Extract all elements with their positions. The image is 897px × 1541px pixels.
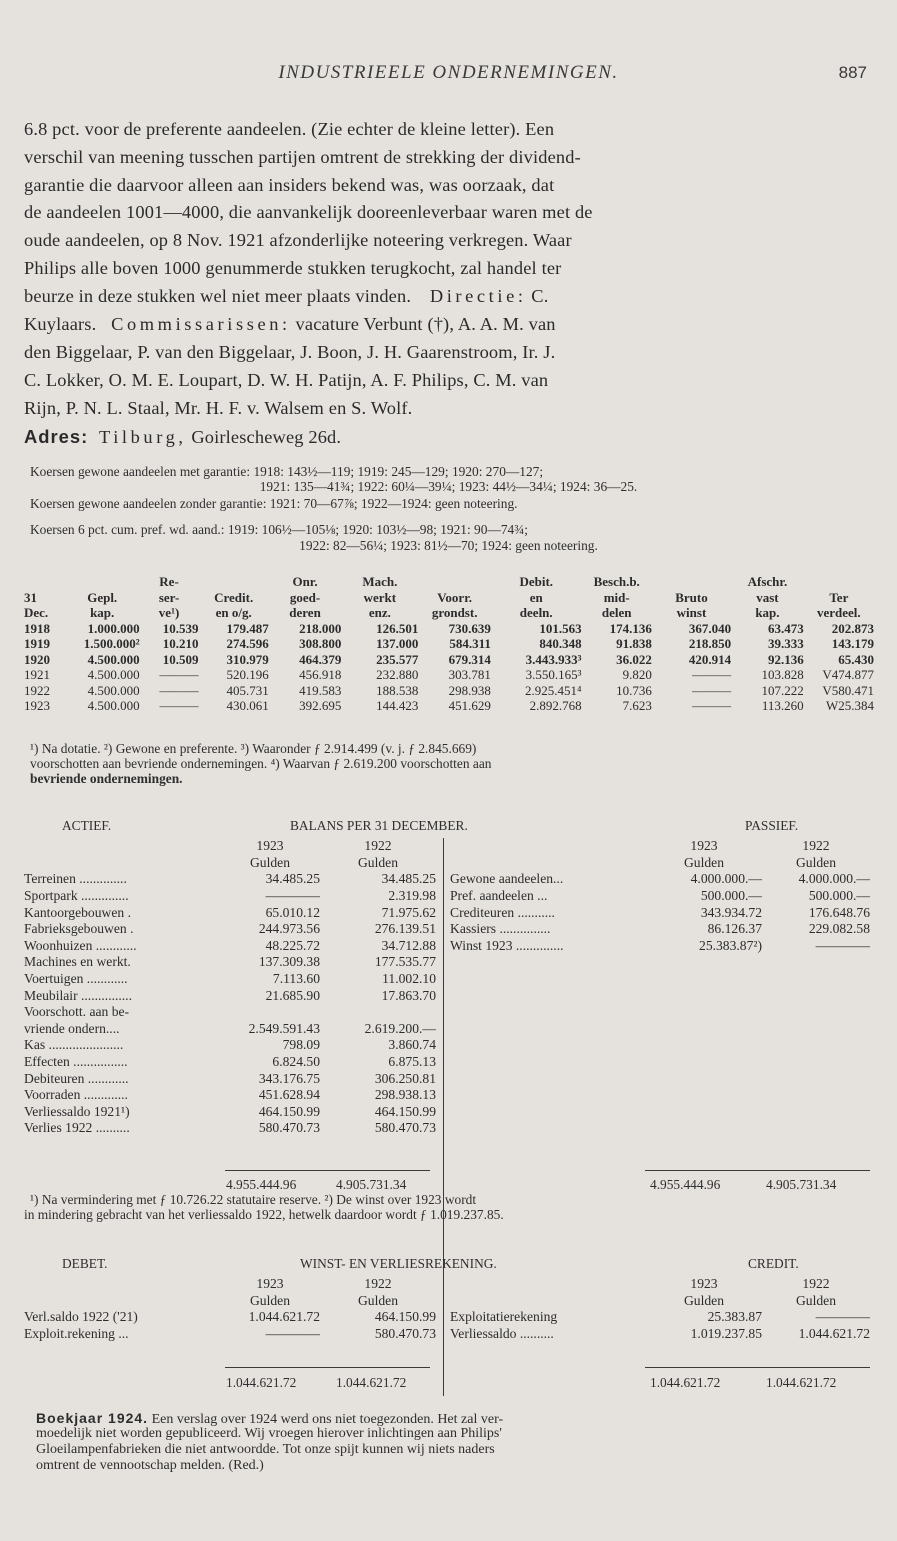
actief-value-1922: 34.712.88 xyxy=(381,937,436,953)
table-cell: 274.596 xyxy=(226,636,269,652)
credit-label: Verliessaldo .......... xyxy=(450,1326,554,1342)
actief-label: Sportpark .............. xyxy=(24,888,129,904)
multi-year-header-cell xyxy=(804,574,874,590)
table-cell: ——— xyxy=(692,698,732,714)
multi-year-header-cell: Gepl. xyxy=(87,589,118,605)
passief-label: Pref. aandeelen ... xyxy=(450,888,548,904)
table-cell: 584.311 xyxy=(449,636,491,652)
actief-value-1923: 48.225.72 xyxy=(265,937,320,953)
multi-year-header-cell: en o/g. xyxy=(215,605,252,621)
passief-label: Gewone aandeelen... xyxy=(450,871,564,887)
table-cell: 101.563 xyxy=(539,620,582,636)
passief-value-1923: 500.000.— xyxy=(700,888,762,904)
table-cell: V474.877 xyxy=(822,667,874,683)
debet-row xyxy=(24,1309,436,1326)
table-cell: 91.838 xyxy=(616,636,652,652)
actief-label: Terreinen .............. xyxy=(24,871,127,887)
balans-passief-currency-2: Gulden xyxy=(795,854,837,870)
actief-value-1922: 2.619.200.— xyxy=(364,1020,436,1036)
actief-value-1922: 6.875.13 xyxy=(388,1054,436,1070)
actief-value-1923: 798.09 xyxy=(282,1037,320,1053)
winst-credit-table xyxy=(450,1276,870,1342)
table-row xyxy=(24,667,874,683)
multi-year-header-cell: verdeel. xyxy=(817,605,861,621)
balans-footnote-2: in mindering gebracht van het verliessaldo 1922, hetwelk daardoor wordt ƒ 1.019.237.85. xyxy=(24,1207,504,1222)
passief-value-1922: 229.082.58 xyxy=(808,921,870,937)
multi-year-header-cell xyxy=(24,574,65,590)
balans-actief-currency-1: Gulden xyxy=(249,854,291,870)
directie-label: Directie: xyxy=(429,286,527,306)
table-cell: 9.820 xyxy=(622,667,652,683)
actief-value-1923: 2.549.591.43 xyxy=(248,1020,320,1036)
actief-label: Voorschott. aan be- xyxy=(24,1004,130,1020)
credit-total-1923: 1.044.621.72 xyxy=(650,1375,721,1390)
table-cell: V580.471 xyxy=(822,682,874,698)
actief-value-1922: 2.319.98 xyxy=(388,888,436,904)
adres-line xyxy=(24,426,341,448)
passief-row xyxy=(450,904,870,921)
quotes-line-3: Koersen gewone aandeelen zonder garantie: 1921: 70—67⅞; 1922—1924: geen noteering. xyxy=(30,496,518,511)
table-cell: 730.639 xyxy=(448,620,491,636)
credit-value-1922: ———— xyxy=(815,1309,870,1325)
credit-value-1923: 25.383.87 xyxy=(707,1309,762,1325)
actief-row xyxy=(24,938,436,955)
page-number: 887 xyxy=(838,63,867,82)
multi-year-footnote-3: bevriende ondernemingen. xyxy=(30,771,183,786)
table-cell: 10.210 xyxy=(162,636,199,652)
balans-actief-currency-2: Gulden xyxy=(357,854,399,870)
table-cell: 1922 xyxy=(24,682,50,698)
actief-value-1923: 244.973.56 xyxy=(258,921,320,937)
table-cell: 218.850 xyxy=(688,636,732,652)
actief-row xyxy=(24,1070,436,1087)
table-cell: 420.914 xyxy=(688,651,732,667)
actief-label: vriende ondern.... xyxy=(24,1020,120,1036)
passief-value-1922: 4.000.000.— xyxy=(798,871,870,887)
table-cell: 179.487 xyxy=(226,620,269,636)
actief-value-1923 xyxy=(220,1004,320,1021)
actief-row xyxy=(24,1037,436,1054)
multi-year-header-cell xyxy=(652,574,731,590)
multi-year-header-cell: winst xyxy=(676,605,707,621)
table-cell: 451.629 xyxy=(448,698,491,714)
actief-value-1923: 451.628.94 xyxy=(258,1087,320,1103)
quotes-line-2: 1921: 135—41¾; 1922: 60¼—39¼; 1923: 44½—34¼; 1924: 36—25. xyxy=(259,479,638,494)
quotes-line-1: Koersen gewone aandeelen met garantie: 1918: 143½—119; 1919: 245—129; 1920: 270—127; xyxy=(30,464,544,479)
table-cell: 2.925.451⁴ xyxy=(525,682,582,698)
balans-actief-year-1922: 1922 xyxy=(364,838,392,854)
passief-value-1922: 176.648.76 xyxy=(808,904,870,920)
passief-value-1923: 86.126.37 xyxy=(707,921,762,937)
credit-label: CREDIT. xyxy=(748,1256,799,1271)
table-cell: 298.938 xyxy=(448,682,491,698)
commissarissen-label: Commissarissen: xyxy=(111,314,291,334)
passief-label: Crediteuren ........... xyxy=(450,904,555,920)
actief-value-1923: 21.685.90 xyxy=(265,987,320,1003)
table-cell: 232.880 xyxy=(376,667,419,683)
passief-row xyxy=(450,938,870,955)
actief-value-1923: 34.485.25 xyxy=(265,871,320,887)
actief-label: Fabrieksgebouwen . xyxy=(24,921,134,937)
table-cell: 679.314 xyxy=(448,651,491,667)
table-cell: 10.736 xyxy=(616,682,652,698)
intro-line-1: 6.8 pct. voor de preferente aandeelen. (Zie echter de kleine letter). Een xyxy=(24,119,555,139)
table-cell: 63.473 xyxy=(767,620,804,636)
table-cell: 126.501 xyxy=(376,620,419,636)
passief-total-1922: 4.905.731.34 xyxy=(766,1177,837,1192)
multi-year-header-cell: delen xyxy=(601,605,632,621)
table-cell: ——— xyxy=(692,667,732,683)
table-cell: 1.500.000² xyxy=(83,636,140,652)
debet-label: DEBET. xyxy=(62,1256,108,1271)
table-cell: 1919 xyxy=(24,636,50,652)
actief-row xyxy=(24,971,436,988)
credit-value-1922: 1.044.621.72 xyxy=(798,1326,870,1342)
table-cell: 1920 xyxy=(24,651,50,667)
intro-line-6: Philips alle boven 1000 genummerde stukken terugkocht, zal handel ter xyxy=(24,258,562,278)
actief-label: Kantoorgebouwen . xyxy=(24,904,131,920)
commissarissen-value: vacature Verbunt (†), A. A. M. van xyxy=(295,314,556,334)
adres-city: Tilburg, xyxy=(99,427,187,447)
actief-label: Voorraden ............. xyxy=(24,1087,128,1103)
passief-value-1923: 343.934.72 xyxy=(700,904,762,920)
actief-value-1922: 306.250.81 xyxy=(374,1070,436,1086)
table-row xyxy=(24,683,874,699)
adres-street: Goirlescheweg 26d. xyxy=(191,427,342,447)
multi-year-header-cell xyxy=(65,574,140,590)
board-line-3: C. Lokker, O. M. E. Loupart, D. W. H. Patijn, A. F. Philips, C. M. van xyxy=(24,370,549,390)
table-cell: 107.222 xyxy=(761,682,804,698)
credit-label: Exploitatierekening xyxy=(450,1309,558,1325)
actief-label: Machines en werkt. xyxy=(24,954,131,970)
multi-year-header-cell: Bruto xyxy=(675,589,708,605)
table-row xyxy=(24,636,874,652)
multi-year-header-cell: Ter xyxy=(829,589,849,605)
passief-total-rule xyxy=(645,1170,870,1171)
debet-value-1922: 464.150.99 xyxy=(374,1309,436,1325)
multi-year-header-cell: grondst. xyxy=(431,605,478,621)
quotes-line-4: Koersen 6 pct. cum. pref. wd. aand.: 1919: 106½—105⅛; 1920: 103½—98; 1921: 90—74¾; xyxy=(30,522,528,537)
credit-value-1923: 1.019.237.85 xyxy=(690,1326,762,1342)
balans-passief-currency-1: Gulden xyxy=(683,854,725,870)
winst-debet-year-1922: 1922 xyxy=(364,1276,392,1292)
table-cell: 188.538 xyxy=(376,682,419,698)
table-cell: 36.022 xyxy=(616,651,652,667)
table-cell: 144.423 xyxy=(376,698,419,714)
multi-year-header-cell: deren xyxy=(289,605,321,621)
debet-value-1923: ———— xyxy=(265,1326,320,1342)
multi-year-header-cell: Re- xyxy=(159,574,179,590)
winst-debet-currency-2: Gulden xyxy=(357,1292,399,1308)
table-cell: 7.623 xyxy=(622,698,652,714)
multi-year-header-cell: Onr. xyxy=(292,574,318,590)
table-cell: 392.695 xyxy=(299,698,342,714)
credit-row xyxy=(450,1326,870,1343)
multi-year-header-cell xyxy=(418,574,491,590)
multi-year-table xyxy=(24,574,874,714)
table-cell: 174.136 xyxy=(609,620,652,636)
board-line-1 xyxy=(24,314,556,335)
table-cell: 430.061 xyxy=(226,698,269,714)
table-cell: 202.873 xyxy=(831,620,874,636)
multi-year-header-cell: Afschr. xyxy=(747,574,788,590)
actief-label: ACTIEF. xyxy=(62,818,112,833)
actief-value-1923: 580.470.73 xyxy=(258,1120,320,1136)
table-cell: 4.500.000 xyxy=(87,682,140,698)
debet-total-1923: 1.044.621.72 xyxy=(226,1375,297,1390)
passief-label: Kassiers ............... xyxy=(450,921,551,937)
actief-value-1923: 137.309.38 xyxy=(258,954,320,970)
table-cell: W25.384 xyxy=(825,698,874,714)
debet-label: Exploit.rekening ... xyxy=(24,1326,129,1342)
multi-year-header-cell: Voorr. xyxy=(437,589,473,605)
intro-line-7 xyxy=(24,286,548,307)
table-cell: 103.828 xyxy=(761,667,804,683)
actief-value-1922: 276.139.51 xyxy=(374,921,436,937)
winst-title: WINST- EN VERLIESREKENING. xyxy=(300,1256,497,1271)
actief-label: Verlies 1922 .......... xyxy=(24,1120,130,1136)
multi-year-footnote-2: voorschotten aan bevriende ondernemingen. ⁴) Waarvan ƒ 2.619.200 voorschotten aan xyxy=(30,756,492,771)
table-cell: 143.179 xyxy=(831,636,874,652)
actief-value-1923: 464.150.99 xyxy=(258,1103,320,1119)
actief-label: Effecten ................ xyxy=(24,1054,128,1070)
multi-year-header-cell: ve¹) xyxy=(158,605,180,621)
winst-divider xyxy=(443,1276,444,1396)
winst-debet-year-1923: 1923 xyxy=(256,1276,284,1292)
table-cell: 310.979 xyxy=(226,651,269,667)
debet-total-1922: 1.044.621.72 xyxy=(336,1375,407,1390)
actief-value-1922: 11.002.10 xyxy=(382,971,436,987)
winst-debet-currency-1: Gulden xyxy=(249,1292,291,1308)
table-cell: 218.000 xyxy=(299,620,342,636)
multi-year-header-row xyxy=(24,605,874,621)
actief-row xyxy=(24,921,436,938)
passief-row xyxy=(450,871,870,888)
passief-value-1923: 25.383.87²) xyxy=(699,937,762,953)
table-cell: ——— xyxy=(692,682,732,698)
intro-line-2: verschil van meening tusschen partijen omtrent de strekking der dividend- xyxy=(24,147,581,167)
actief-row xyxy=(24,904,436,921)
balans-divider xyxy=(443,838,444,1308)
table-cell: 1918 xyxy=(24,620,50,636)
intro-line-7-text: beurze in deze stukken wel niet meer plaats vinden. xyxy=(24,286,412,306)
actief-label: Woonhuizen ............ xyxy=(24,937,137,953)
actief-row xyxy=(24,871,436,888)
credit-total-rule xyxy=(645,1367,870,1368)
actief-value-1923: 343.176.75 xyxy=(258,1070,320,1086)
actief-row xyxy=(24,1120,436,1137)
directie-value: C. xyxy=(526,286,549,306)
table-cell: 137.000 xyxy=(376,636,419,652)
table-row xyxy=(24,621,874,637)
winst-credit-currency-1: Gulden xyxy=(683,1292,725,1308)
table-cell: 405.731 xyxy=(226,682,269,698)
table-cell: 3.443.933³ xyxy=(525,651,582,667)
actief-total-1922: 4.905.731.34 xyxy=(336,1177,407,1192)
actief-row xyxy=(24,1104,436,1121)
debet-value-1923: 1.044.621.72 xyxy=(248,1309,320,1325)
actief-row xyxy=(24,888,436,905)
actief-value-1922: 71.975.62 xyxy=(381,904,436,920)
actief-row xyxy=(24,954,436,971)
actief-label: Debiteuren ............ xyxy=(24,1070,129,1086)
multi-year-footnote-1: ¹) Na dotatie. ²) Gewone en preferente. ³) Waaronder ƒ 2.914.499 (v. j. ƒ 2.845.669) xyxy=(30,741,477,756)
boekjaar-text-1: Een verslag over 1924 werd ons niet toegezonden. Het zal ver- xyxy=(148,1412,504,1427)
winst-credit-year-1923: 1923 xyxy=(690,1276,718,1292)
multi-year-header-cell: Credit. xyxy=(214,589,254,605)
board-line-1-text: Kuylaars. xyxy=(24,314,97,334)
passief-row xyxy=(450,921,870,938)
actief-label: Kas ...................... xyxy=(24,1037,124,1053)
actief-label: Meubilair ............... xyxy=(24,987,132,1003)
table-row xyxy=(24,698,874,714)
table-cell: 419.583 xyxy=(299,682,342,698)
actief-value-1922: 17.863.70 xyxy=(381,987,436,1003)
table-cell: ——— xyxy=(159,667,199,683)
table-cell: 235.577 xyxy=(376,651,419,667)
debet-label: Verl.saldo 1922 ('21) xyxy=(24,1309,138,1325)
table-cell: 10.539 xyxy=(162,620,199,636)
actief-row xyxy=(24,1021,436,1038)
quotes-line-5: 1922: 82—56¼; 1923: 81½—70; 1924: geen noteering. xyxy=(299,538,598,553)
debet-total-rule xyxy=(225,1367,430,1368)
actief-value-1923: 65.010.12 xyxy=(265,904,320,920)
balans-actief-year-1923: 1923 xyxy=(256,838,284,854)
actief-value-1922: 298.938.13 xyxy=(374,1087,436,1103)
actief-row xyxy=(24,987,436,1004)
boekjaar-line-4: omtrent de vennootschap melden. (Red.) xyxy=(36,1458,264,1473)
multi-year-header-cell: mid- xyxy=(603,589,630,605)
multi-year-header-cell: kap. xyxy=(755,605,780,621)
multi-year-header-cell: en xyxy=(529,589,543,605)
table-cell: 840.348 xyxy=(539,636,582,652)
table-cell: 2.892.768 xyxy=(529,698,582,714)
balans-title: BALANS PER 31 DECEMBER. xyxy=(290,818,468,833)
passief-value-1923: 4.000.000.— xyxy=(690,871,762,887)
passief-value-1922: ———— xyxy=(815,937,870,953)
multi-year-header-cell: kap. xyxy=(90,605,115,621)
table-cell: 4.500.000 xyxy=(87,698,140,714)
table-cell: 10.509 xyxy=(162,651,199,667)
actief-value-1922: 464.150.99 xyxy=(374,1103,436,1119)
adres-label: Adres: xyxy=(24,426,89,447)
multi-year-header-cell: ser- xyxy=(158,589,180,605)
table-cell: 4.500.000 xyxy=(87,651,140,667)
table-cell: 113.260 xyxy=(761,698,804,714)
multi-year-header-cell: Debit. xyxy=(519,574,554,590)
multi-year-header-row xyxy=(24,590,874,606)
boekjaar-label: Boekjaar 1924. xyxy=(36,1410,149,1426)
actief-label: Verliessaldo 1921¹) xyxy=(24,1103,130,1119)
table-cell: 92.136 xyxy=(767,651,804,667)
passief-label: PASSIEF. xyxy=(745,818,799,833)
passief-label: Winst 1923 .............. xyxy=(450,937,564,953)
actief-total-rule xyxy=(225,1170,430,1171)
actief-row xyxy=(24,1004,436,1021)
table-cell: 367.040 xyxy=(688,620,732,636)
balans-passief-year-1922: 1922 xyxy=(802,838,830,854)
credit-total-1922: 1.044.621.72 xyxy=(766,1375,837,1390)
table-cell: 4.500.000 xyxy=(87,667,140,683)
winst-debet-table xyxy=(24,1276,436,1342)
table-cell: ——— xyxy=(159,698,199,714)
actief-value-1922: 177.535.77 xyxy=(374,954,436,970)
table-cell: 456.918 xyxy=(299,667,342,683)
passief-value-1922: 500.000.— xyxy=(808,888,870,904)
table-cell: ——— xyxy=(159,682,199,698)
balans-footnote-1: ¹) Na vermindering met ƒ 10.726.22 statutaire reserve. ²) De winst over 1923 wordt xyxy=(30,1192,477,1207)
actief-value-1923: 7.113.60 xyxy=(272,971,320,987)
actief-value-1923: 6.824.50 xyxy=(272,1054,320,1070)
actief-label: Voertuigen ............ xyxy=(24,971,128,987)
balans-actief-table xyxy=(24,838,436,1137)
multi-year-header-cell: 31 xyxy=(24,589,37,605)
intro-line-3: garantie die daarvoor alleen aan insiders bekend was, was oorzaak, dat xyxy=(24,175,555,195)
actief-value-1922: 580.470.73 xyxy=(374,1120,436,1136)
boekjaar-line-2: moedelijk niet worden gepubliceerd. Wij vroegen hierover inlichtingen aan Philips' xyxy=(36,1426,502,1441)
board-line-4: Rijn, P. N. L. Staal, Mr. H. F. v. Walsem en S. Wolf. xyxy=(24,398,413,418)
passief-row xyxy=(450,888,870,905)
multi-year-header-cell: goed- xyxy=(289,589,321,605)
intro-line-4: de aandeelen 1001—4000, die aanvankelijk dooreenleverbaar waren met de xyxy=(24,202,593,222)
credit-row xyxy=(450,1309,870,1326)
table-cell: 1.000.000 xyxy=(87,620,140,636)
balans-passief-year-1923: 1923 xyxy=(690,838,718,854)
table-cell: 65.430 xyxy=(838,651,874,667)
table-cell: 308.800 xyxy=(299,636,342,652)
table-cell: 39.333 xyxy=(767,636,804,652)
table-row xyxy=(24,652,874,668)
table-cell: 303.781 xyxy=(448,667,491,683)
running-title: INDUSTRIEELE ONDERNEMINGEN. xyxy=(278,62,619,83)
board-line-2: den Biggelaar, P. van den Biggelaar, J. Boon, J. H. Gaarenstroom, Ir. J. xyxy=(24,342,556,362)
actief-value-1922 xyxy=(320,1004,436,1021)
table-cell: 1923 xyxy=(24,698,50,714)
multi-year-header-cell: vast xyxy=(756,589,779,605)
passief-total-1923: 4.955.444.96 xyxy=(650,1177,721,1192)
winst-credit-year-1922: 1922 xyxy=(802,1276,830,1292)
multi-year-header-cell xyxy=(199,574,269,590)
actief-value-1923: ———— xyxy=(265,888,320,904)
table-cell: 520.196 xyxy=(226,667,269,683)
actief-value-1922: 34.485.25 xyxy=(381,871,436,887)
multi-year-header-cell: Mach. xyxy=(362,574,398,590)
debet-row xyxy=(24,1326,436,1343)
table-cell: 3.550.165³ xyxy=(525,667,582,683)
actief-value-1922: 3.860.74 xyxy=(388,1037,436,1053)
intro-line-5: oude aandeelen, op 8 Nov. 1921 afzonderlijke noteering verkregen. Waar xyxy=(24,230,572,250)
actief-total-1923: 4.955.444.96 xyxy=(226,1177,297,1192)
winst-credit-currency-2: Gulden xyxy=(795,1292,837,1308)
table-cell: 464.379 xyxy=(299,651,342,667)
boekjaar-line-3: Gloeilampenfabrieken die niet antwoordde. Tot onze spijt kunnen wij niets naders xyxy=(36,1442,495,1457)
debet-value-1922: 580.470.73 xyxy=(374,1326,436,1342)
multi-year-header-cell: enz. xyxy=(368,605,391,621)
table-cell: 1921 xyxy=(24,667,50,683)
multi-year-header-row xyxy=(24,574,874,590)
multi-year-header-cell: Besch.b. xyxy=(593,574,640,590)
actief-row xyxy=(24,1054,436,1071)
multi-year-header-cell: Dec. xyxy=(24,605,49,621)
multi-year-header-cell: deeln. xyxy=(519,605,553,621)
balans-passief-table xyxy=(450,838,870,954)
multi-year-header-cell: werkt xyxy=(363,589,397,605)
actief-row xyxy=(24,1087,436,1104)
